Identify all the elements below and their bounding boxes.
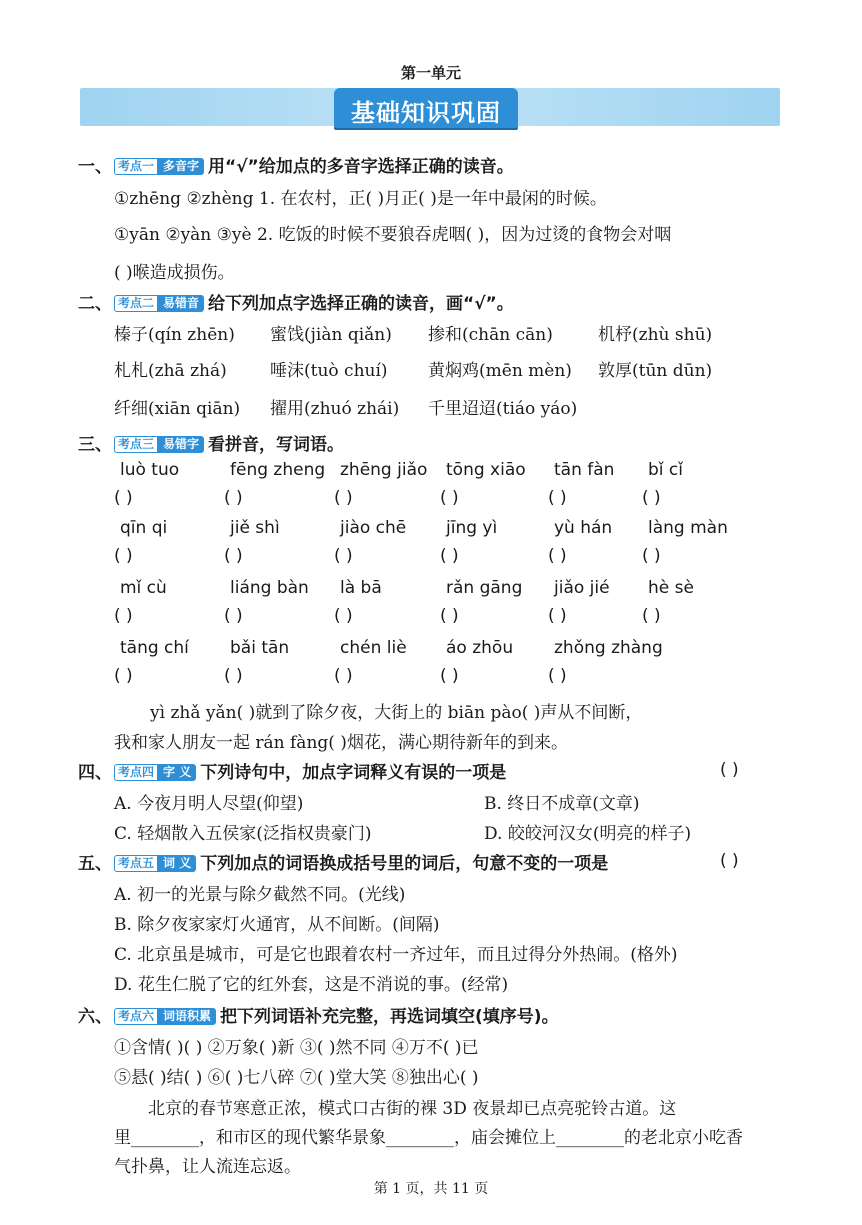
q6-tag [114, 1005, 216, 1025]
q6-paragraph-1: 北京的春节寒意正浓，模式口古街的裸 3D 夜景却已点亮驼铃古道。这 [148, 1099, 677, 1119]
q3-answer-blank[interactable]: ( ) [642, 606, 661, 626]
q3-number: 三、 [78, 435, 112, 455]
q1-row-3: ( )喉造成损伤。 [114, 263, 235, 283]
q2-item: 蜜饯(jiàn qiǎn) [270, 325, 392, 345]
q5-tag-topic: 词 义 [158, 855, 196, 872]
q2-item: 榛子(qín zhēn) [114, 325, 235, 345]
q4-heading [78, 758, 506, 783]
q5-option-d: D. 花生仁脱了它的红外套，这是不消说的事。(经常) [114, 975, 509, 995]
q3-pinyin: hè sè [648, 578, 694, 598]
q3-sentence-2: 我和家人朋友一起 rán fàng( )烟花，满心期待新年的到来。 [114, 733, 568, 753]
q3-answer-blank[interactable]: ( ) [114, 488, 133, 508]
q3-sentence-1: yì zhǎ yǎn( )就到了除夕夜，大街上的 biān pào( )声从不间断， [150, 703, 643, 723]
q3-pinyin: tāng chí [120, 638, 189, 658]
q1-instruction: 用“√”给加点的多音字选择正确的读音。 [208, 157, 514, 177]
q4-instruction: 下列诗句中，加点字词释义有误的一项是 [200, 763, 507, 783]
q3-pinyin: zhǒng zhàng [554, 638, 663, 658]
q3-answer-blank[interactable]: ( ) [334, 606, 353, 626]
q1-tag-label: 考点一 [114, 158, 158, 175]
q5-option-c: C. 北京虽是城市，可是它也跟着农村一齐过年，而且过得分外热闹。(格外) [114, 945, 678, 965]
q4-number: 四、 [78, 763, 112, 783]
q4-option-d: D. 皎皎河汉女(明亮的样子) [484, 824, 692, 844]
q3-pinyin: làng màn [648, 518, 728, 538]
q3-tag [114, 433, 204, 453]
q3-pinyin: tān fàn [554, 460, 615, 480]
q5-tag [114, 852, 196, 872]
q1-tag-topic: 多音字 [158, 158, 204, 175]
q2-item: 机杼(zhù shū) [598, 325, 713, 345]
q3-answer-blank[interactable]: ( ) [440, 606, 459, 626]
q6-row-1: ①含情( )( ) ②万象( )新 ③( )然不同 ④万不( )已 [114, 1038, 479, 1058]
q3-answer-blank[interactable]: ( ) [334, 546, 353, 566]
q4-answer-blank[interactable]: ( ) [720, 760, 739, 780]
q3-answer-blank[interactable]: ( ) [642, 546, 661, 566]
q6-instruction: 把下列词语补充完整，再选词填空(填序号)。 [220, 1007, 559, 1027]
q6-paragraph-3: 气扑鼻，让人流连忘返。 [114, 1157, 301, 1177]
q6-number: 六、 [78, 1007, 112, 1027]
q3-answer-blank[interactable]: ( ) [548, 606, 567, 626]
q3-answer-blank[interactable]: ( ) [548, 666, 567, 686]
q3-pinyin: mǐ cù [120, 578, 167, 598]
q3-answer-blank[interactable]: ( ) [114, 606, 133, 626]
q3-answer-blank[interactable]: ( ) [224, 488, 243, 508]
q4-option-c: C. 轻烟散入五侯家(泛指权贵豪门) [114, 824, 372, 844]
q3-pinyin: jīng yì [446, 518, 498, 538]
q3-pinyin: là bā [340, 578, 382, 598]
q3-answer-blank[interactable]: ( ) [548, 546, 567, 566]
q6-heading [78, 1002, 559, 1027]
q5-tag-label: 考点五 [114, 855, 158, 872]
q2-item: 黄焖鸡(mēn mèn) [428, 361, 572, 381]
q3-tag-topic: 易错字 [158, 436, 204, 453]
q1-heading [78, 152, 514, 177]
q2-instruction: 给下列加点字选择正确的读音，画“√”。 [208, 294, 514, 314]
q2-item: 掺和(chān cān) [428, 325, 553, 345]
page-title: 基础知识巩固 [351, 99, 501, 127]
q3-pinyin: qīn qi [120, 518, 168, 538]
q6-tag-label: 考点六 [114, 1008, 158, 1025]
q3-heading [78, 430, 344, 455]
q4-tag-topic: 字 义 [158, 764, 196, 781]
q5-number: 五、 [78, 854, 112, 874]
q2-item: 札札(zhā zhá) [114, 361, 227, 381]
q3-answer-blank[interactable]: ( ) [224, 666, 243, 686]
q3-pinyin: liáng bàn [230, 578, 309, 598]
q5-heading [78, 849, 608, 874]
q2-tag-topic: 易错音 [158, 295, 204, 312]
q3-answer-blank[interactable]: ( ) [114, 666, 133, 686]
q2-tag-label: 考点二 [114, 295, 158, 312]
q3-pinyin: yù hán [554, 518, 613, 538]
q3-pinyin: jiào chē [340, 518, 407, 538]
q3-tag-label: 考点三 [114, 436, 158, 453]
q6-paragraph-2: 里________，和市区的现代繁华景象________，庙会摊位上________的老北京小吃香 [114, 1128, 743, 1148]
q4-tag-label: 考点四 [114, 764, 158, 781]
q5-answer-blank[interactable]: ( ) [720, 851, 739, 871]
q3-answer-blank[interactable]: ( ) [224, 606, 243, 626]
q5-instruction: 下列加点的词语换成括号里的词后，句意不变的一项是 [200, 854, 609, 874]
q1-number: 一、 [78, 157, 112, 177]
q3-answer-blank[interactable]: ( ) [334, 488, 353, 508]
q6-row-2: ⑤悬( )结( ) ⑥( )七八碎 ⑦( )堂大笑 ⑧独出心( ) [114, 1068, 479, 1088]
q4-option-b: B. 终日不成章(文章) [484, 794, 640, 814]
q3-pinyin: chén liè [340, 638, 407, 658]
q3-pinyin: rǎn gāng [446, 578, 523, 598]
q3-pinyin: jiě shì [230, 518, 280, 538]
q3-pinyin: jiǎo jié [554, 578, 610, 598]
q1-tag [114, 155, 204, 175]
q2-tag [114, 292, 204, 312]
q3-pinyin: zhēng jiǎo [340, 460, 428, 480]
unit-title: 第一单元 [400, 64, 461, 82]
q2-number: 二、 [78, 294, 112, 314]
q3-instruction: 看拼音，写词语。 [208, 435, 345, 455]
q5-option-b: B. 除夕夜家家灯火通宵，从不间断。(间隔) [114, 915, 440, 935]
q1-row-1: ①zhēng ②zhèng 1. 在农村，正( )月正( )是一年中最闲的时候。 [114, 189, 607, 209]
q3-pinyin: tōng xiāo [446, 460, 526, 480]
q3-pinyin: áo zhōu [446, 638, 514, 658]
q3-answer-blank[interactable]: ( ) [114, 546, 133, 566]
q3-answer-blank[interactable]: ( ) [334, 666, 353, 686]
q4-tag [114, 761, 196, 781]
q2-item: 唾沫(tuò chuí) [270, 361, 388, 381]
q2-item: 敦厚(tūn dūn) [598, 361, 713, 381]
q3-answer-blank[interactable]: ( ) [642, 488, 661, 508]
q2-item: 擢用(zhuó zhái) [270, 399, 400, 419]
q1-row-2: ①yān ②yàn ③yè 2. 吃饭的时候不要狼吞虎咽( )，因为过烫的食物会对咽 [114, 225, 672, 245]
q4-option-a: A. 今夜月明人尽望(仰望) [114, 794, 304, 814]
q3-pinyin: luò tuo [120, 460, 180, 480]
page-number: 第 1 页，共 11 页 [373, 1181, 489, 1197]
q3-pinyin: fēng zheng [230, 460, 326, 480]
q2-item: 千里迢迢(tiáo yáo) [428, 399, 578, 419]
q2-item: 纤细(xiān qiān) [114, 399, 241, 419]
q3-answer-blank[interactable]: ( ) [440, 488, 459, 508]
q3-pinyin: bǐ cǐ [648, 460, 683, 480]
q3-answer-blank[interactable]: ( ) [440, 666, 459, 686]
q3-pinyin: bǎi tān [230, 638, 290, 658]
q2-heading [78, 289, 514, 314]
q6-tag-topic: 词语积累 [158, 1008, 216, 1025]
q3-answer-blank[interactable]: ( ) [548, 488, 567, 508]
q5-option-a: A. 初一的光景与除夕截然不同。(光线) [114, 885, 406, 905]
q3-answer-blank[interactable]: ( ) [440, 546, 459, 566]
q3-answer-blank[interactable]: ( ) [224, 546, 243, 566]
